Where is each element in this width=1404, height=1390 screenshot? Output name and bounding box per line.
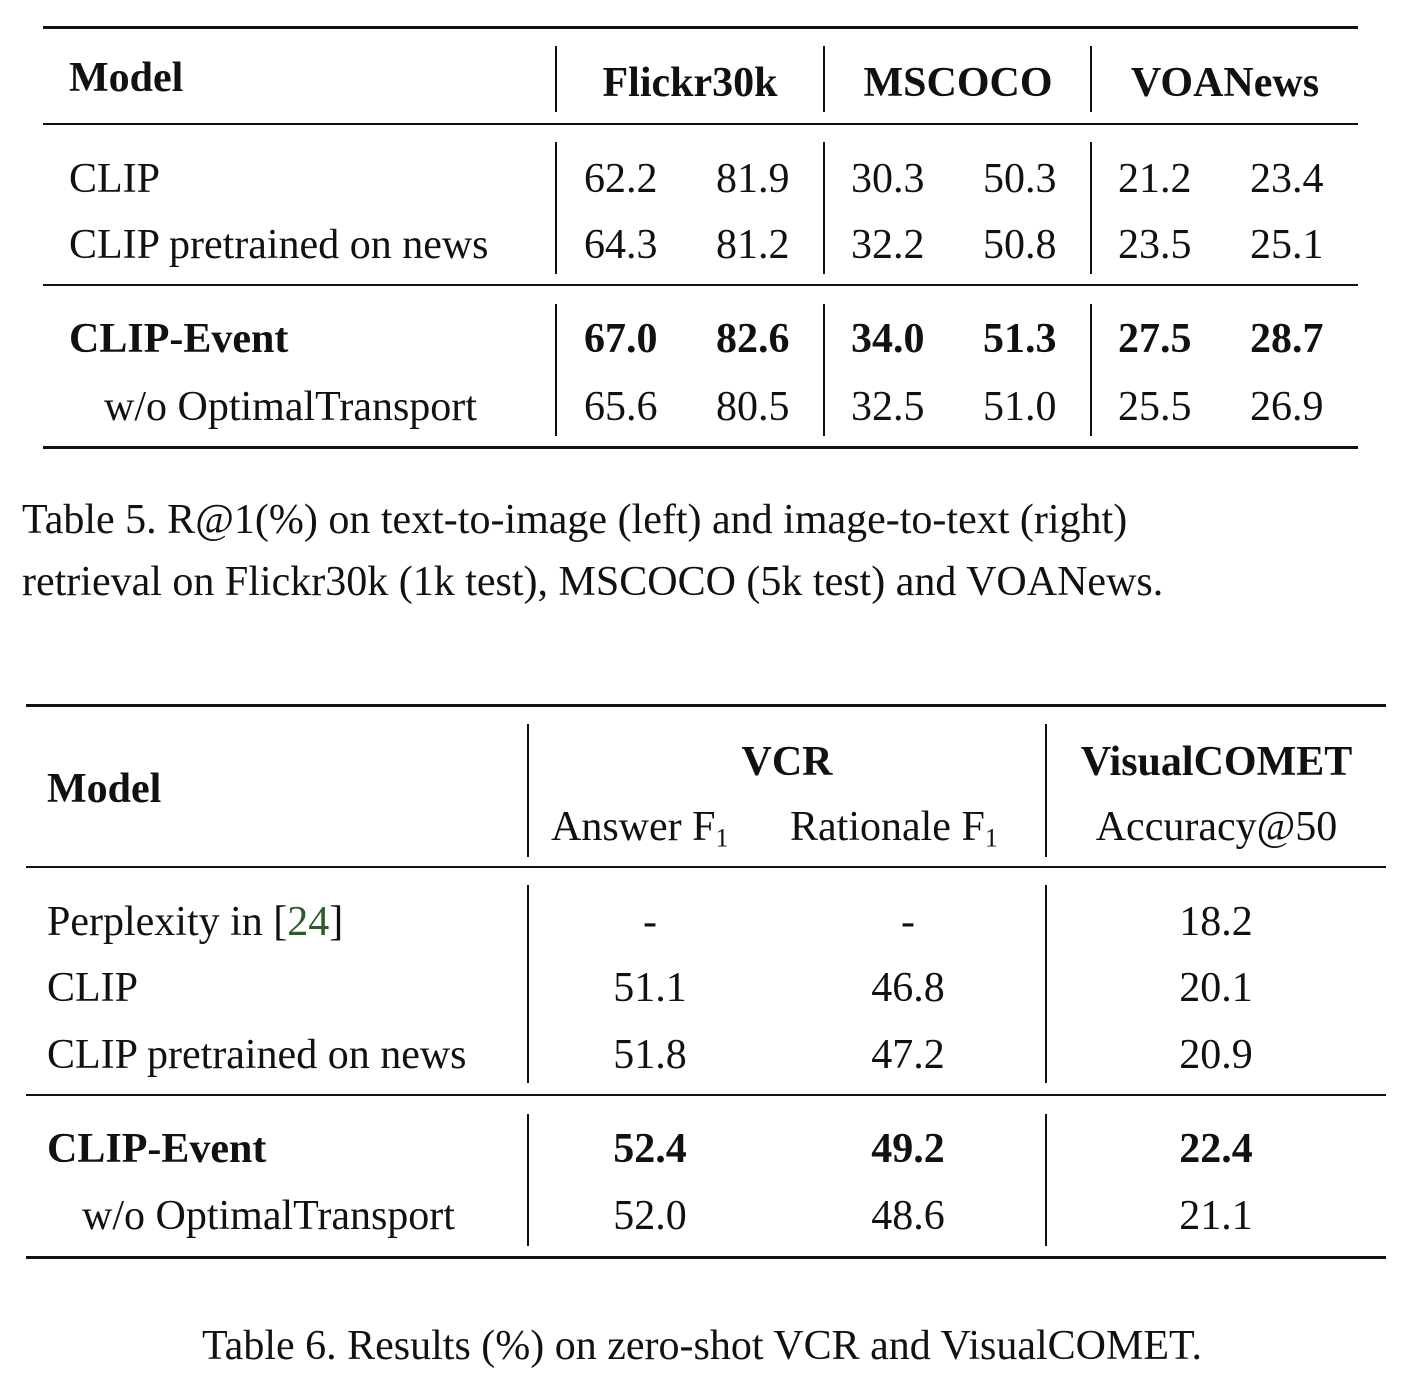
- table6-top-rule: [26, 704, 1386, 707]
- table5-col-divider: [555, 142, 557, 274]
- table5-row-model: w/o OptimalTransport: [104, 384, 477, 430]
- table6-cell: 51.1: [613, 965, 687, 1011]
- table5-cell: 50.8: [983, 222, 1057, 268]
- table6-row-model: CLIP pretrained on news: [47, 1032, 467, 1078]
- table5-cell: 23.5: [1118, 222, 1192, 268]
- table6-cell: -: [643, 899, 657, 945]
- table5-cell: 25.5: [1118, 384, 1192, 430]
- table5-header-model: Model: [69, 55, 184, 101]
- table5-cell: 51.3: [983, 316, 1057, 362]
- table6-cell: 51.8: [613, 1032, 687, 1078]
- table6-cell: 52.0: [613, 1193, 687, 1239]
- citation-link[interactable]: 24: [287, 899, 330, 945]
- table5-cell: 81.2: [716, 222, 790, 268]
- table5-col-divider: [823, 142, 825, 274]
- table5-row-model: CLIP pretrained on news: [69, 222, 489, 268]
- answer-f1-label: Answer F: [551, 804, 716, 850]
- table5-col-divider: [1090, 142, 1092, 274]
- table5-cell: 21.2: [1118, 156, 1192, 202]
- table5-caption-line: retrieval on Flickr30k (1k test), MSCOCO (5k test) and VOANews.: [22, 559, 1164, 605]
- table6-row-model: CLIP: [47, 965, 139, 1011]
- table5-cell: 62.2: [584, 156, 658, 202]
- table5-cell: 30.3: [851, 156, 925, 202]
- table6-bottom-rule: [26, 1256, 1386, 1259]
- table5-cell: 26.9: [1250, 384, 1324, 430]
- table5-cell: 32.2: [851, 222, 925, 268]
- table5-cell: 67.0: [584, 316, 658, 362]
- table6-caption: Table 6. Results (%) on zero-shot VCR and VisualCOMET.: [201, 1323, 1203, 1369]
- table5-cell: 25.1: [1250, 222, 1324, 268]
- table5-header-rule: [43, 123, 1358, 125]
- table6-row-model: w/o OptimalTransport: [82, 1193, 455, 1239]
- table5-bottom-rule: [43, 446, 1358, 449]
- table6-header-model: Model: [47, 766, 162, 812]
- table6-mid-rule: [26, 1094, 1386, 1096]
- f1-subscript: 1: [984, 823, 998, 853]
- table5-cell: 27.5: [1118, 316, 1192, 362]
- table5-cell: 80.5: [716, 384, 790, 430]
- table5-caption: [22, 489, 1163, 613]
- model-text: ]: [329, 899, 344, 945]
- table6-row-model: CLIP-Event: [47, 1126, 267, 1172]
- table6-col-divider: [1045, 1114, 1047, 1246]
- table6-cell: 20.9: [1179, 1032, 1253, 1078]
- table6-header-visualcomet: VisualCOMET: [1080, 739, 1353, 785]
- table5-cell: 23.4: [1250, 156, 1324, 202]
- table6-header-accuracy: Accuracy@50: [1095, 804, 1338, 850]
- table5-cell: 34.0: [851, 316, 925, 362]
- table5-col-divider: [1090, 304, 1092, 436]
- table6-header-rationale-f1: [790, 804, 998, 853]
- table5-cell: 51.0: [983, 384, 1057, 430]
- f1-subscript: 1: [715, 823, 729, 853]
- table6-cell: 46.8: [871, 965, 945, 1011]
- table6-col-divider: [527, 885, 529, 1083]
- table5-cell: 65.6: [584, 384, 658, 430]
- table5-header-voanews: VOANews: [1130, 60, 1320, 106]
- table6-cell: 52.4: [613, 1126, 687, 1172]
- table5-cell: 50.3: [983, 156, 1057, 202]
- table6-col-divider: [527, 1114, 529, 1246]
- table6-cell: 47.2: [871, 1032, 945, 1078]
- table6-cell: 20.1: [1179, 965, 1253, 1011]
- table6-col-divider: [1045, 885, 1047, 1083]
- table6-cell: 48.6: [871, 1193, 945, 1239]
- table5-row-model: CLIP-Event: [69, 316, 289, 362]
- table6-row-model: [47, 901, 343, 943]
- table5-header-flickr30k: Flickr30k: [602, 60, 778, 106]
- table5-col-divider: [823, 304, 825, 436]
- table6-cell: -: [901, 899, 915, 945]
- table6-cell: 22.4: [1179, 1126, 1253, 1172]
- rationale-f1-label: Rationale F: [790, 804, 985, 850]
- table5-cell: 32.5: [851, 384, 925, 430]
- table6-cell: 18.2: [1179, 899, 1253, 945]
- table5-top-rule: [43, 26, 1358, 29]
- table5-header-mscoco: MSCOCO: [863, 60, 1053, 106]
- table5-cell: 82.6: [716, 316, 790, 362]
- model-text: Perplexity in [: [47, 899, 288, 945]
- table6-header-rule: [26, 866, 1386, 868]
- table6-cell: 21.1: [1179, 1193, 1253, 1239]
- table5-mid-rule: [43, 284, 1358, 286]
- table6-cell: 49.2: [871, 1126, 945, 1172]
- table5-row-model: CLIP: [69, 156, 161, 202]
- table5-col-divider: [555, 304, 557, 436]
- table6-header-answer-f1: [551, 804, 729, 853]
- table5-caption-line: Table 5. R@1(%) on text-to-image (left) and image-to-text (right): [22, 497, 1128, 543]
- table5-cell: 28.7: [1250, 316, 1324, 362]
- table5-cell: 81.9: [716, 156, 790, 202]
- table5-cell: 64.3: [584, 222, 658, 268]
- table6-header-vcr: VCR: [741, 739, 833, 785]
